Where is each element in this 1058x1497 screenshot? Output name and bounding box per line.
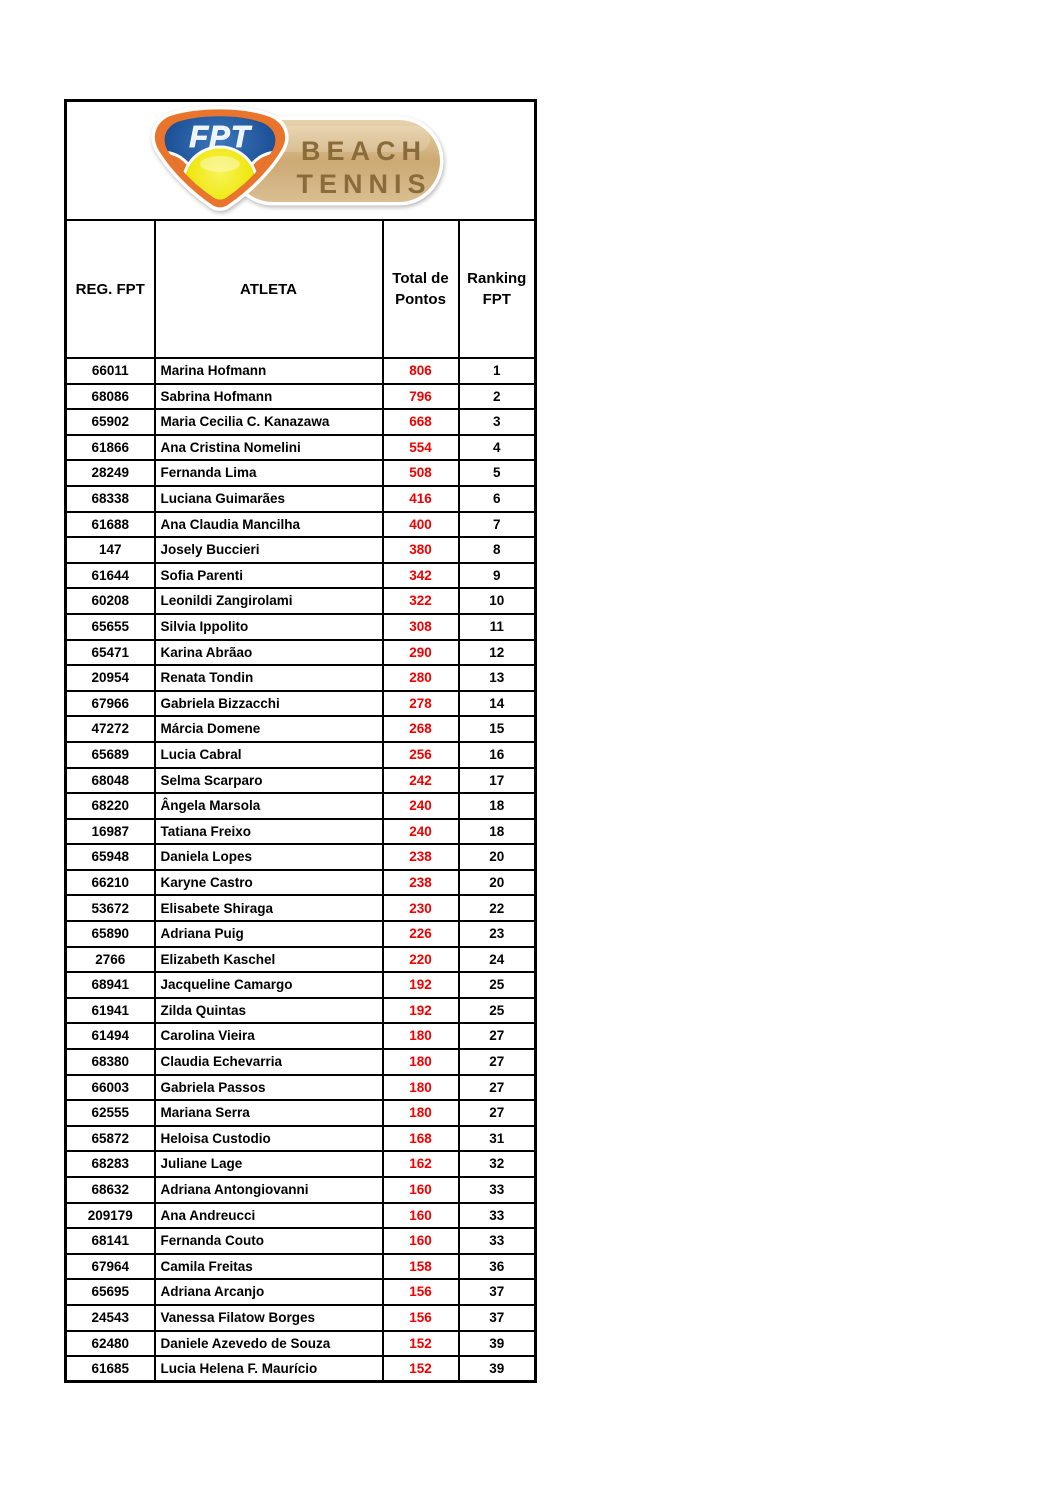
points-cell: 554 <box>383 435 459 461</box>
tennis-label: TENNIS <box>295 169 432 199</box>
reg-cell: 60208 <box>66 588 155 614</box>
points-cell: 342 <box>383 563 459 589</box>
rank-cell: 9 <box>459 563 536 589</box>
table-row <box>66 588 536 614</box>
athlete-cell: Fernanda Couto <box>155 1228 383 1254</box>
points-cell: 158 <box>383 1254 459 1280</box>
table-row <box>66 768 536 794</box>
points-cell: 256 <box>383 742 459 768</box>
beach-label: BEACH <box>300 136 427 166</box>
rank-cell: 7 <box>459 512 536 538</box>
points-cell: 180 <box>383 1023 459 1049</box>
points-cell: 180 <box>383 1100 459 1126</box>
rank-cell: 20 <box>459 844 536 870</box>
points-cell: 416 <box>383 486 459 512</box>
athlete-cell: Sofia Parenti <box>155 563 383 589</box>
table-row <box>66 844 536 870</box>
header-ranking-line2: FPT <box>482 291 511 308</box>
athlete-cell: Juliane Lage <box>155 1151 383 1177</box>
table-row <box>66 384 536 410</box>
logo-row <box>66 101 536 221</box>
rank-cell: 27 <box>459 1023 536 1049</box>
athlete-cell: Claudia Echevarria <box>155 1049 383 1075</box>
rank-cell: 25 <box>459 998 536 1024</box>
points-cell: 226 <box>383 921 459 947</box>
points-cell: 380 <box>383 537 459 563</box>
header-reg-fpt: REG. FPT <box>66 220 155 358</box>
reg-cell: 68086 <box>66 384 155 410</box>
points-cell: 156 <box>383 1305 459 1331</box>
table-row <box>66 1023 536 1049</box>
rank-cell: 20 <box>459 870 536 896</box>
table-row <box>66 1331 536 1357</box>
rank-cell: 10 <box>459 588 536 614</box>
athlete-cell: Vanessa Filatow Borges <box>155 1305 383 1331</box>
reg-cell: 16987 <box>66 819 155 845</box>
rank-cell: 37 <box>459 1305 536 1331</box>
rank-cell: 24 <box>459 947 536 973</box>
table-row <box>66 1075 536 1101</box>
athlete-cell: Ângela Marsola <box>155 793 383 819</box>
rank-cell: 11 <box>459 614 536 640</box>
rank-cell: 27 <box>459 1100 536 1126</box>
athlete-cell: Adriana Antongiovanni <box>155 1177 383 1203</box>
points-cell: 322 <box>383 588 459 614</box>
reg-cell: 61866 <box>66 435 155 461</box>
table-row <box>66 998 536 1024</box>
rank-cell: 12 <box>459 640 536 666</box>
header-total-pontos <box>383 220 459 358</box>
rank-cell: 8 <box>459 537 536 563</box>
athlete-cell: Camila Freitas <box>155 1254 383 1280</box>
points-cell: 180 <box>383 1075 459 1101</box>
points-cell: 160 <box>383 1228 459 1254</box>
reg-cell: 66210 <box>66 870 155 896</box>
reg-cell: 66003 <box>66 1075 155 1101</box>
points-cell: 156 <box>383 1279 459 1305</box>
header-ranking-fpt <box>459 220 536 358</box>
reg-cell: 61685 <box>66 1356 155 1382</box>
reg-cell: 61644 <box>66 563 155 589</box>
points-cell: 668 <box>383 409 459 435</box>
points-cell: 308 <box>383 614 459 640</box>
rank-cell: 33 <box>459 1228 536 1254</box>
athlete-cell: Selma Scarparo <box>155 768 383 794</box>
reg-cell: 47272 <box>66 716 155 742</box>
table-row <box>66 742 536 768</box>
reg-cell: 66011 <box>66 358 155 384</box>
points-cell: 290 <box>383 640 459 666</box>
athlete-cell: Josely Buccieri <box>155 537 383 563</box>
fpt-beach-tennis-logo <box>140 102 462 214</box>
table-row <box>66 870 536 896</box>
athlete-cell: Tatiana Freixo <box>155 819 383 845</box>
athlete-cell: Leonildi Zangirolami <box>155 588 383 614</box>
reg-cell: 68338 <box>66 486 155 512</box>
points-cell: 278 <box>383 691 459 717</box>
table-row <box>66 665 536 691</box>
reg-cell: 53672 <box>66 895 155 921</box>
reg-cell: 65902 <box>66 409 155 435</box>
reg-cell: 65655 <box>66 614 155 640</box>
points-cell: 240 <box>383 793 459 819</box>
header-ranking-line1: Ranking <box>467 270 527 287</box>
rank-cell: 31 <box>459 1126 536 1152</box>
points-cell: 152 <box>383 1331 459 1357</box>
reg-cell: 62480 <box>66 1331 155 1357</box>
rank-cell: 18 <box>459 819 536 845</box>
reg-cell: 68141 <box>66 1228 155 1254</box>
athlete-cell: Maria Cecilia C. Kanazawa <box>155 409 383 435</box>
table-row <box>66 537 536 563</box>
table-row <box>66 1203 536 1229</box>
table-row <box>66 409 536 435</box>
table-row <box>66 947 536 973</box>
reg-cell: 68941 <box>66 972 155 998</box>
table-row <box>66 1151 536 1177</box>
points-cell: 180 <box>383 1049 459 1075</box>
athlete-cell: Ana Cristina Nomelini <box>155 435 383 461</box>
rank-cell: 1 <box>459 358 536 384</box>
points-cell: 192 <box>383 998 459 1024</box>
reg-cell: 61494 <box>66 1023 155 1049</box>
athlete-cell: Renata Tondin <box>155 665 383 691</box>
points-cell: 238 <box>383 844 459 870</box>
table-row <box>66 819 536 845</box>
table-row <box>66 614 536 640</box>
points-cell: 240 <box>383 819 459 845</box>
reg-cell: 65872 <box>66 1126 155 1152</box>
reg-cell: 24543 <box>66 1305 155 1331</box>
rank-cell: 37 <box>459 1279 536 1305</box>
table-row <box>66 1305 536 1331</box>
points-cell: 152 <box>383 1356 459 1382</box>
rank-cell: 2 <box>459 384 536 410</box>
reg-cell: 68220 <box>66 793 155 819</box>
reg-cell: 65890 <box>66 921 155 947</box>
points-cell: 280 <box>383 665 459 691</box>
reg-cell: 65471 <box>66 640 155 666</box>
athlete-cell: Adriana Arcanjo <box>155 1279 383 1305</box>
rank-cell: 15 <box>459 716 536 742</box>
rank-cell: 39 <box>459 1356 536 1382</box>
rank-cell: 27 <box>459 1075 536 1101</box>
reg-cell: 68380 <box>66 1049 155 1075</box>
athlete-cell: Elizabeth Kaschel <box>155 947 383 973</box>
reg-cell: 2766 <box>66 947 155 973</box>
table-row <box>66 1356 536 1382</box>
table-row <box>66 716 536 742</box>
athlete-cell: Fernanda Lima <box>155 460 383 486</box>
rank-cell: 32 <box>459 1151 536 1177</box>
athlete-cell: Márcia Domene <box>155 716 383 742</box>
points-cell: 192 <box>383 972 459 998</box>
rank-cell: 22 <box>459 895 536 921</box>
ball-highlight <box>200 156 240 172</box>
points-cell: 238 <box>383 870 459 896</box>
reg-cell: 28249 <box>66 460 155 486</box>
reg-cell: 68632 <box>66 1177 155 1203</box>
header-row <box>66 220 536 358</box>
table-row <box>66 1049 536 1075</box>
logo-cell <box>66 101 536 221</box>
points-cell: 242 <box>383 768 459 794</box>
athlete-cell: Marina Hofmann <box>155 358 383 384</box>
table-row <box>66 972 536 998</box>
table-row <box>66 1228 536 1254</box>
athlete-cell: Heloisa Custodio <box>155 1126 383 1152</box>
athlete-cell: Gabriela Passos <box>155 1075 383 1101</box>
points-cell: 806 <box>383 358 459 384</box>
table-row <box>66 563 536 589</box>
reg-cell: 20954 <box>66 665 155 691</box>
athlete-cell: Mariana Serra <box>155 1100 383 1126</box>
table-row <box>66 640 536 666</box>
athlete-cell: Karina Abrãao <box>155 640 383 666</box>
athlete-cell: Ana Andreucci <box>155 1203 383 1229</box>
athlete-cell: Ana Claudia Mancilha <box>155 512 383 538</box>
athlete-cell: Sabrina Hofmann <box>155 384 383 410</box>
rank-cell: 6 <box>459 486 536 512</box>
athlete-cell: Zilda Quintas <box>155 998 383 1024</box>
athlete-cell: Elisabete Shiraga <box>155 895 383 921</box>
points-cell: 162 <box>383 1151 459 1177</box>
reg-cell: 68283 <box>66 1151 155 1177</box>
reg-cell: 65689 <box>66 742 155 768</box>
table-body <box>66 358 536 1382</box>
points-cell: 160 <box>383 1177 459 1203</box>
rank-cell: 33 <box>459 1177 536 1203</box>
rank-cell: 25 <box>459 972 536 998</box>
rank-cell: 23 <box>459 921 536 947</box>
points-cell: 160 <box>383 1203 459 1229</box>
table-row <box>66 793 536 819</box>
reg-cell: 67966 <box>66 691 155 717</box>
table-row <box>66 1177 536 1203</box>
rank-cell: 33 <box>459 1203 536 1229</box>
athlete-cell: Lucia Cabral <box>155 742 383 768</box>
table-row <box>66 358 536 384</box>
rank-cell: 36 <box>459 1254 536 1280</box>
table-row <box>66 486 536 512</box>
reg-cell: 147 <box>66 537 155 563</box>
rank-cell: 17 <box>459 768 536 794</box>
reg-cell: 67964 <box>66 1254 155 1280</box>
points-cell: 796 <box>383 384 459 410</box>
points-cell: 508 <box>383 460 459 486</box>
table-row <box>66 435 536 461</box>
table-row <box>66 1279 536 1305</box>
table-row <box>66 895 536 921</box>
athlete-cell: Gabriela Bizzacchi <box>155 691 383 717</box>
rank-cell: 27 <box>459 1049 536 1075</box>
points-cell: 168 <box>383 1126 459 1152</box>
table-row <box>66 1254 536 1280</box>
rank-cell: 14 <box>459 691 536 717</box>
points-cell: 230 <box>383 895 459 921</box>
header-atleta: ATLETA <box>155 220 383 358</box>
table-row <box>66 1126 536 1152</box>
reg-cell: 65948 <box>66 844 155 870</box>
athlete-cell: Carolina Vieira <box>155 1023 383 1049</box>
table-row <box>66 460 536 486</box>
table-row <box>66 921 536 947</box>
athlete-cell: Jacqueline Camargo <box>155 972 383 998</box>
athlete-cell: Karyne Castro <box>155 870 383 896</box>
reg-cell: 209179 <box>66 1203 155 1229</box>
rank-cell: 3 <box>459 409 536 435</box>
athlete-cell: Adriana Puig <box>155 921 383 947</box>
points-cell: 400 <box>383 512 459 538</box>
fpt-label: FPT <box>188 119 251 154</box>
reg-cell: 65695 <box>66 1279 155 1305</box>
athlete-cell: Silvia Ippolito <box>155 614 383 640</box>
rank-cell: 5 <box>459 460 536 486</box>
athlete-cell: Luciana Guimarães <box>155 486 383 512</box>
header-total-line2: Pontos <box>395 291 446 308</box>
points-cell: 220 <box>383 947 459 973</box>
reg-cell: 61941 <box>66 998 155 1024</box>
header-total-line1: Total de <box>392 270 449 287</box>
athlete-cell: Lucia Helena F. Maurício <box>155 1356 383 1382</box>
rank-cell: 16 <box>459 742 536 768</box>
reg-cell: 68048 <box>66 768 155 794</box>
reg-cell: 61688 <box>66 512 155 538</box>
athlete-cell: Daniele Azevedo de Souza <box>155 1331 383 1357</box>
athlete-cell: Daniela Lopes <box>155 844 383 870</box>
table-row <box>66 691 536 717</box>
rank-cell: 13 <box>459 665 536 691</box>
rank-cell: 18 <box>459 793 536 819</box>
rank-cell: 39 <box>459 1331 536 1357</box>
reg-cell: 62555 <box>66 1100 155 1126</box>
ranking-table <box>64 99 537 1383</box>
rank-cell: 4 <box>459 435 536 461</box>
points-cell: 268 <box>383 716 459 742</box>
table-row <box>66 1100 536 1126</box>
table-row <box>66 512 536 538</box>
